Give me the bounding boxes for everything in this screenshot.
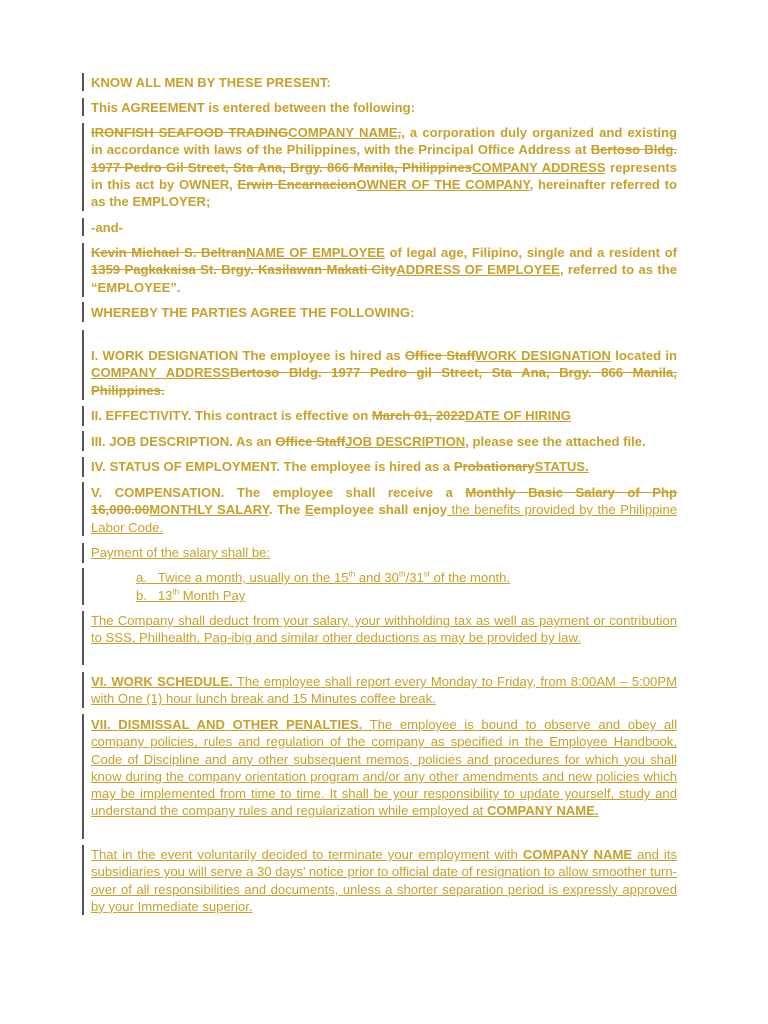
deleted-salary: Monthly Basic Salary of Php 16,000.00	[91, 485, 678, 518]
effectivity-text: II. EFFECTIVITY. This contract is effective on	[91, 408, 372, 423]
change-bar	[82, 672, 84, 708]
deleted-employee-name: Kevin Michael S. Beltran	[91, 245, 247, 260]
whereby-heading: WHEREBY THE PARTIES AGREE THE FOLLOWING:	[91, 305, 415, 320]
effectivity-clause	[91, 407, 677, 424]
dismissal-heading: VII. DISMISSAL AND OTHER PENALTIES.	[91, 717, 363, 732]
change-bar	[82, 845, 84, 915]
inserted-start-date: DATE OF HIRING	[465, 408, 571, 423]
employment-status-clause	[91, 458, 677, 475]
change-bar	[82, 543, 84, 563]
inserted-company-name: COMPANY NAME	[288, 125, 398, 140]
change-bar	[82, 482, 84, 536]
inserted-company-address: COMPANY ADDRESS	[471, 159, 606, 175]
dismissal-text: The employee is bound to observe and obey all company policies, rules and regulation of the company as specified in the Employee Handbook, Code of Discipline and any other subsequent memos, policies and procedures for which you shall know during the company orientation program and/or any other amendments and new policies which may be implemented from time to time. It shall be your responsibility to update yourself, study and understand the company rules and regularization while employed at	[91, 717, 677, 819]
payment-heading: Payment of the salary shall be:	[91, 545, 271, 560]
compensation-text-2: . The	[268, 502, 305, 518]
employer-paragraph	[91, 124, 677, 210]
change-bar	[82, 330, 84, 400]
change-bar	[82, 243, 84, 297]
payment-item-b: b. 13th Month Pay	[136, 587, 246, 603]
list-marker: b.	[136, 588, 147, 603]
change-bar	[82, 98, 84, 116]
work-designation-text-2: located in	[611, 348, 677, 363]
deleted-lowercase-e: e	[313, 502, 321, 518]
inserted-capital-e: E	[304, 502, 314, 518]
dismissal-company-name: COMPANY NAME.	[486, 803, 599, 819]
work-schedule-heading: VI. WORK SCHEDULE.	[91, 674, 233, 689]
inserted-salary: MONTHLY SALARY	[149, 502, 269, 518]
employer-text-2: represents in this act by OWNER,	[91, 159, 677, 192]
agreement-intro: This AGREEMENT is entered between the following:	[91, 100, 415, 115]
change-bar	[82, 457, 84, 477]
deleted-designation: Office Staff	[404, 348, 476, 363]
know-heading: KNOW ALL MEN BY THESE PRESENT:	[91, 75, 331, 90]
compensation-text-1: V. COMPENSATION. The employee shall receive a	[91, 485, 466, 500]
deleted-comma: ,	[397, 125, 402, 140]
job-description-text-1: III. JOB DESCRIPTION. As an	[91, 434, 276, 449]
change-bar	[82, 406, 84, 426]
employee-text-1: of legal age, Filipino, single and a resident of	[384, 245, 677, 260]
job-description-clause	[91, 433, 677, 450]
job-description-text-2: , please see the attached file.	[465, 434, 646, 449]
inserted-designation: WORK DESIGNATION	[475, 348, 612, 363]
termination-text-1: That in the event voluntarily decided to terminate your employment with	[91, 847, 523, 862]
deleted-company-name: IRONFISH SEAFOOD TRADING	[91, 125, 289, 140]
change-bar	[82, 611, 84, 665]
employer-text-3: , hereinafter referred to as the EMPLOYER;	[91, 176, 677, 210]
deleted-company-address: Bertoso Bldg. 1977 Pedro Gil Street, Sta Ana, Brgy. 866 Manila, Philippines	[91, 142, 677, 175]
and-separator: -and-	[91, 220, 123, 235]
work-designation-text-1: I. WORK DESIGNATION The employee is hired as	[91, 348, 405, 363]
deleted-job-title: Office Staff	[275, 434, 346, 449]
change-bar	[82, 568, 84, 605]
termination-text-2: and its subsidiaries you will serve a 30 days’ notice prior to official date of resignation to allow smoother turn-over of all responsibilities and documents, unless a shorter separation period is expressly approved by your Immediate superior.	[91, 847, 677, 914]
list-marker: a.	[136, 570, 147, 585]
inserted-job-title: JOB DESCRIPTION	[345, 434, 466, 449]
inserted-employee-name: NAME OF EMPLOYEE	[246, 245, 385, 260]
deleted-employee-address: 1359 Pagkakaisa St. Brgy. Kasilawan Makati City	[91, 262, 397, 278]
deleted-owner-name: Erwin Encarnacion	[237, 176, 357, 192]
deductions-paragraph: The Company shall deduct from your salary, your withholding tax as well as payment or contribution to SSS, Philhealth, Pag-ibig and similar other deductions as may be provided by law.	[91, 613, 677, 646]
status-text: IV. STATUS OF EMPLOYMENT. The employee is hired as a	[91, 459, 454, 474]
employer-text-1: , a corporation duly organized and existing in accordance with laws of the Philippines, with the Principal Office Address at	[91, 125, 677, 158]
dismissal-clause	[91, 716, 677, 820]
inserted-location-address: COMPANY ADDRESS	[91, 365, 230, 381]
employee-text-2: , referred to as the “EMPLOYEE”.	[91, 262, 677, 295]
work-designation-clause	[91, 347, 677, 399]
deleted-status: Probationary	[453, 459, 535, 474]
work-schedule-text: The employee shall report every Monday to Friday, from 8:00AM – 5:00PM with One (1) hour lunch break and 15 Minutes coffee break.	[91, 674, 677, 707]
inserted-status: STATUS.	[534, 459, 589, 474]
change-bar	[82, 73, 84, 91]
termination-company-name: COMPANY NAME	[522, 847, 633, 862]
compensation-benefits: the benefits provided by the Philippine Labor Code.	[91, 502, 678, 535]
employee-paragraph	[91, 244, 677, 296]
termination-paragraph	[91, 846, 677, 915]
compensation-clause	[91, 484, 677, 536]
deleted-location-address: Bertoso Bldg. 1977 Pedro gil Street, Sta Ana, Brgy. 866 Manila, Philippines.	[91, 365, 677, 398]
change-bar	[82, 218, 84, 236]
change-bar	[82, 431, 84, 451]
inserted-owner-name: OWNER OF THE COMPANY	[356, 176, 530, 192]
change-bar	[82, 123, 84, 211]
inserted-employee-address: ADDRESS OF EMPLOYEE	[396, 262, 560, 278]
change-bar	[82, 302, 84, 322]
work-schedule-clause	[91, 673, 677, 708]
deleted-start-date: March 01, 2022	[371, 408, 466, 423]
change-bar	[82, 714, 84, 839]
compensation-text-3: mployee shall enjoy	[320, 502, 448, 518]
payment-item-a: a. Twice a month, usually on the 15th and 30th/31st of the month.	[136, 569, 511, 585]
